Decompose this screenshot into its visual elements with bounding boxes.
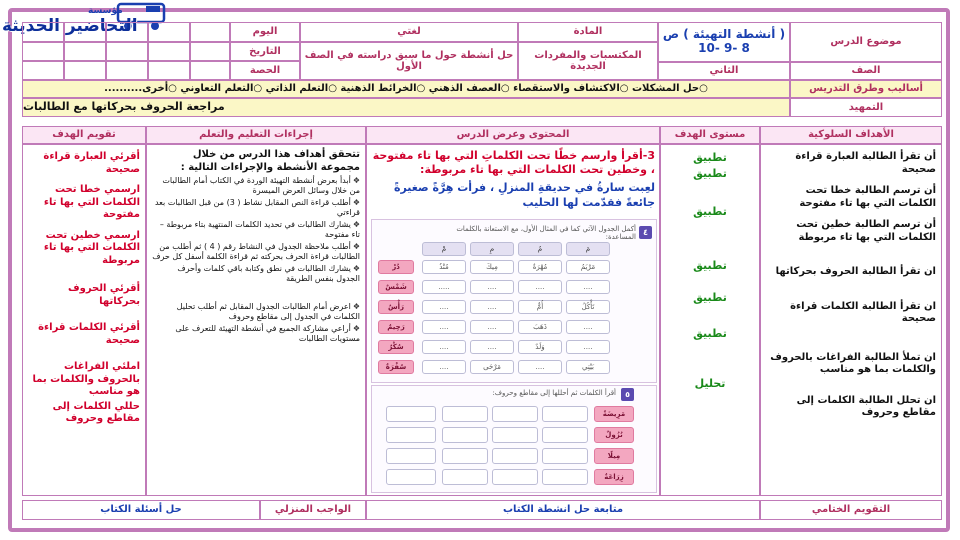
homework-value: حل أسئلة الكتاب	[22, 500, 260, 520]
objective-item: أن ترسم الطالبة خطا تحت الكلمات التي بها تاء مفتوحة	[799, 185, 936, 209]
table-head-cell: مِ	[470, 242, 514, 256]
analysis-word: مِيلًا	[594, 448, 634, 464]
level-item: تطبيق	[693, 291, 727, 304]
evaluation-header: تقويم الهدف	[22, 126, 146, 144]
period-label: الحصة	[230, 61, 300, 80]
helper-word: رَحِيمٌ	[378, 320, 414, 334]
analysis-blank	[442, 406, 488, 422]
table-cell: ....	[470, 340, 514, 354]
objective-item: أن ترسم الطالبة خطين تحت الكلمات التي بها تاء مربوطة	[796, 219, 936, 243]
helper-word: سُفْرَةٌ	[378, 360, 414, 374]
period-cell	[190, 61, 230, 80]
procedure-item: ❖أطلب قراءة النص المقابل نشاط ( 3) من قبل الطالبات بعد قراءتي	[154, 198, 360, 217]
analysis-blank	[492, 448, 538, 464]
objective-item: ان تقرأ الطالبة الحروف بحركاتها	[775, 266, 936, 277]
table-cell: ....	[566, 280, 610, 294]
day-cell	[148, 22, 190, 42]
table-cell: ....	[422, 360, 466, 374]
table-cell: مُنْذُ	[422, 260, 466, 274]
final-eval-value: متابعة حل انشطة الكتاب	[366, 500, 760, 520]
evaluation-item: املئي الفراغات بالحروف والكلمات بما هو مناسب	[32, 361, 140, 397]
day-label: اليوم	[230, 22, 300, 42]
analysis-blank	[442, 427, 488, 443]
analysis-blank	[492, 469, 538, 485]
helper-word: رَأْسٌ	[378, 300, 414, 314]
procedures-header: إجراءات التعليم والتعلم	[146, 126, 366, 144]
methods-label: أساليب وطرق التدريس	[790, 80, 942, 98]
analysis-blank	[492, 406, 538, 422]
objectives-column	[760, 144, 942, 496]
helper-word: دُرْ	[378, 260, 414, 274]
objective-item: أن تقرأ الطالبة العبارة قراءة صحيحة	[795, 151, 936, 175]
activity5-number: ٥	[621, 388, 634, 401]
helper-word: شَمْسٌ	[378, 280, 414, 294]
evaluation-item: ارسمي خطا تحت الكلمات التي بها تاء مفتوحة	[43, 184, 140, 220]
level-item: تطبيق	[693, 259, 727, 272]
grade-label: الصف	[790, 62, 942, 80]
date-cell	[22, 42, 64, 61]
table-head-cell: مُ	[518, 242, 562, 256]
analysis-blank	[442, 448, 488, 464]
evaluation-item: أقرئي العبارة قراءة صحيحة	[43, 151, 140, 175]
level-item: تطبيق	[693, 205, 727, 218]
procedure-item: ❖اعرض أمام الطالبات الجدول المقابل ثم أطلب تحليل الكلمات في الجدول إلى مقاطع وحروف	[176, 302, 360, 321]
date-cell	[190, 42, 230, 61]
date-cell	[106, 42, 148, 61]
material-label: المادة	[518, 22, 658, 42]
star-bullet-icon: ❖	[352, 242, 360, 251]
table-cell: وَلَدٌ	[518, 340, 562, 354]
table-cell: ....	[566, 340, 610, 354]
level-item: تطبيق	[693, 327, 727, 340]
star-bullet-icon: ❖	[352, 264, 360, 273]
objective-item: ان تحلل الطالبة الكلمات إلى مقاطع وحروف	[796, 394, 936, 418]
analysis-blank	[492, 427, 538, 443]
analysis-blank	[386, 469, 436, 485]
grade-value: الثاني	[658, 62, 790, 80]
star-bullet-icon: ❖	[352, 176, 360, 185]
analysis-blank	[542, 406, 588, 422]
table-cell: مَرْحَى	[470, 360, 514, 374]
day-cell	[106, 22, 148, 42]
star-bullet-icon: ❖	[352, 302, 360, 311]
table-cell: مُهْرَةٌ	[518, 260, 562, 274]
level-item: تطبيق	[693, 167, 727, 180]
subject-label: موضوع الدرس	[790, 22, 942, 62]
analysis-blank	[386, 448, 436, 464]
objectives-header: الأهداف السلوكية	[760, 126, 942, 144]
analysis-blank	[386, 406, 436, 422]
analysis-blank	[386, 427, 436, 443]
level-item: تحليل	[694, 377, 726, 390]
table-cell: تَأْكُلُ	[566, 300, 610, 314]
table-cell: ....	[422, 300, 466, 314]
level-item: تطبيق	[693, 151, 727, 164]
period-cell	[106, 61, 148, 80]
table-cell: ....	[470, 280, 514, 294]
skills-value: حل أنشطة حول ما سبق دراسته في الصف الأول	[300, 42, 518, 80]
analysis-blank	[542, 427, 588, 443]
logo-main-text: التحاضير الحديثة	[2, 16, 138, 36]
table-cell: مَرْيَمُ	[566, 260, 610, 274]
day-cell	[190, 22, 230, 42]
table-cell: ....	[422, 340, 466, 354]
activity4-image	[371, 219, 657, 383]
table-cell: ....	[422, 320, 466, 334]
table-cell: بَيْتِي	[566, 360, 610, 374]
level-column	[660, 144, 760, 496]
day-cell	[22, 22, 64, 42]
table-cell: أُمٌّ	[518, 300, 562, 314]
table-cell: ....	[518, 280, 562, 294]
content-column	[366, 144, 660, 496]
evaluation-item: أقرئي الكلمات قراءة صحيحة	[38, 322, 140, 346]
content-instruction: 3-أقرأ وارسم خطًا تحت الكلماتِ التي بها تاء مفتوحة ، وخطين تحت الكلمات التي بها تاء مربوطة:	[372, 149, 655, 177]
analysis-blank	[542, 448, 588, 464]
table-head-cell: مْ	[422, 242, 466, 256]
material-value: لغتي	[300, 22, 518, 42]
helper-word: سُكْرٌ	[378, 340, 414, 354]
table-cell: ....	[518, 360, 562, 374]
table-cell: ....	[566, 320, 610, 334]
evaluation-column	[22, 144, 146, 496]
procedures-title: تتحقق أهداف هذا الدرس من خلال مجموعة الأنشطة والإجراءات التالية :	[180, 149, 360, 173]
evaluation-item: ارسمي خطين تحت الكلمات التي بها تاء مربوطة	[43, 229, 140, 266]
period-cell	[148, 61, 190, 80]
date-label: التاريخ	[230, 42, 300, 61]
level-header: مستوى الهدف	[660, 126, 760, 144]
procedure-item: ❖أراعي مشاركة الجميع في أنشطة التهيئة للتعرف على مستويات الطالبات	[175, 324, 360, 343]
date-cell	[64, 42, 106, 61]
logo-top-text: مؤسسة	[88, 6, 123, 16]
table-cell: مِيكَ	[470, 260, 514, 274]
skills-label: المكتسبات والمفردات الجديدة	[518, 42, 658, 80]
analysis-blank	[442, 469, 488, 485]
analysis-word: زِرَاعَةٌ	[594, 469, 634, 485]
activity5-image	[371, 385, 657, 493]
star-bullet-icon: ❖	[352, 220, 360, 229]
evaluation-item: أقرئي الحروف بحركاتها	[68, 283, 140, 307]
intro-label: التمهيد	[790, 98, 942, 117]
analysis-word: نُزُولٌ	[594, 427, 634, 443]
subject-value: ( أنشطة التهيئة ) ص 8 -9 -10	[658, 22, 790, 62]
methods-value: ○حل المشكلات ○الاكتشاف والاستقصاء ○العصف الذهني ○الخرائط الذهنية ○التعلم الذاتي ○التعلم التعاوني ○أخرى..........	[22, 80, 790, 98]
procedure-item: ❖أطلب ملاحظة الجدول في النشاط رقم ( 4 ) ثم أطلب من الطالبات قراءة الحرف بحركته ثم قراءة الكلمة أسفل كل حرف	[152, 242, 360, 261]
evaluation-item: حللي الكلمات إلى مقاطع وحروف	[52, 400, 140, 424]
analysis-word: مَرِيضَةٌ	[594, 406, 634, 422]
period-cell	[22, 61, 64, 80]
procedure-item: ❖أبدأ بعرض أنشطة التهيئة الوردة في الكتاب أمام الطالبات من خلال وسائل العرض الميسرة	[162, 176, 360, 195]
analysis-blank	[542, 469, 588, 485]
content-header: المحتوى وعرض الدرس	[366, 126, 660, 144]
date-cell	[148, 42, 190, 61]
star-bullet-icon: ❖	[352, 198, 360, 207]
table-cell: .....	[422, 280, 466, 294]
procedures-column	[146, 144, 366, 496]
objective-item: ان تملأ الطالبة الفراغات بالحروف والكلمات بما هو مناسب	[770, 351, 936, 375]
table-cell: ....	[470, 300, 514, 314]
period-cell	[64, 61, 106, 80]
star-bullet-icon: ❖	[352, 324, 360, 333]
procedure-item: ❖يشارك الطالبات في نطق وكتابة باقي كلمات وأحرف الجدول بنفس الطريقة	[177, 264, 360, 283]
table-cell: ....	[470, 320, 514, 334]
final-eval-label: التقويم الختامي	[760, 500, 942, 520]
objective-item: ان تقرأ الطالبة الكلمات قراءة صحيحة	[790, 300, 936, 324]
activity4-caption: أكمل الجدول الآتي كما في المثال الأول، مع الاستعانة بالكلمات المساعدة:	[456, 225, 636, 241]
activity5-caption: أقرأ الكلمات ثم أحللها إلى مقاطع وحروف:	[492, 389, 616, 397]
table-head-cell: مَ	[566, 242, 610, 256]
activity4-number: ٤	[639, 226, 652, 239]
homework-label: الواجب المنزلي	[260, 500, 366, 520]
day-cell	[64, 22, 106, 42]
procedure-item: ❖يشارك الطالبات في تحديد الكلمات المنتهية بتاء مربوطة – تاء مفتوحة	[159, 220, 360, 239]
intro-value: مراجعة الحروف بحركاتها مع الطالبات	[22, 98, 790, 117]
table-cell: ذَهَبَ	[518, 320, 562, 334]
content-sentence: لعِبت سارةُ في حديقةِ المنزلِ ، فرأت هِرَّةً صغيرةً جائعةً فقدّمت لها الحليب	[393, 181, 655, 209]
